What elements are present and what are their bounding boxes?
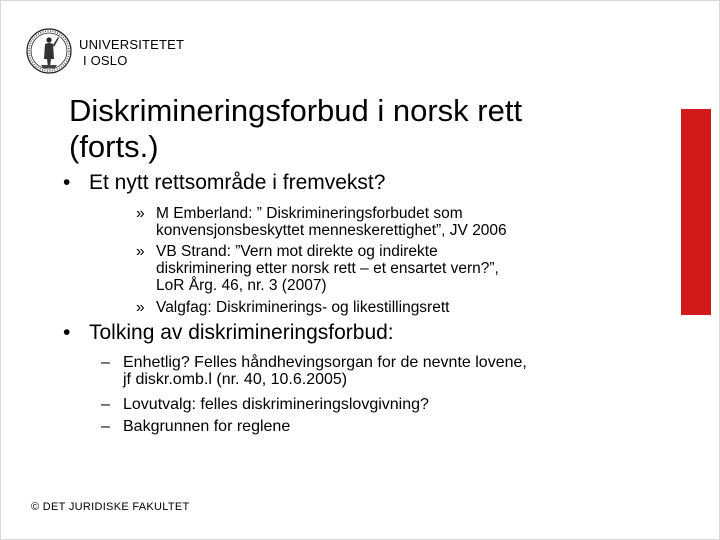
accent-bar <box>681 109 711 315</box>
sub-bullet-item <box>101 418 603 435</box>
bullet-marker: • <box>63 321 71 344</box>
university-name-line1: UNIVERSITETET <box>79 37 185 52</box>
sub-bullet-marker: – <box>101 418 110 435</box>
bullet-text: Et nytt rettsområde i fremvekst? <box>89 171 386 194</box>
footer-text: © DET JURIDISKE FAKULTET <box>31 501 190 513</box>
bullet-marker: • <box>63 171 71 194</box>
sub-bullet-line: jf diskr.omb.l (nr. 40, 10.6.2005) <box>123 371 348 388</box>
slide-title-line1: Diskrimineringsforbud i norsk rett <box>69 93 523 128</box>
sub-bullet-line: Enhetlig? Felles håndhevingsorgan for de nevnte lovene, <box>123 354 527 371</box>
sub-bullet-item <box>101 354 603 388</box>
sub-bullet-item <box>136 243 616 294</box>
university-name-line2: I OSLO <box>83 53 128 68</box>
sub-bullet-line: M Emberland: ” Diskrimineringsforbudet som <box>156 205 463 222</box>
sub-bullet-line: Valgfag: Diskriminerings- og likestillingsrett <box>156 299 450 316</box>
sub-bullet-marker: » <box>136 243 145 260</box>
sub-bullet-line: VB Strand: ”Vern mot direkte og indirekte <box>156 243 438 260</box>
sub-bullet-marker: – <box>101 396 110 413</box>
sub-bullet-line: diskriminering etter norsk rett – et ensartet vern?”, <box>156 260 499 277</box>
university-name <box>79 37 184 69</box>
sub-bullet-item <box>101 396 603 413</box>
slide-title-line2: (forts.) <box>69 129 159 164</box>
sub-bullet-item <box>136 205 616 239</box>
sub-bullet-marker: » <box>136 205 145 222</box>
bullet-text: Tolking av diskrimineringsforbud: <box>89 321 394 344</box>
sub-bullet-line: Bakgrunnen for reglene <box>123 418 291 435</box>
sub-bullet-item <box>136 299 616 316</box>
sub-bullet-marker: » <box>136 299 145 316</box>
sub-bullet-line: LoR Årg. 46, nr. 3 (2007) <box>156 277 327 294</box>
slide-title <box>69 93 669 165</box>
sub-bullet-line: konvensjonsbeskyttet menneskerettighet”, JV 2006 <box>156 222 507 239</box>
bullet-item <box>63 321 394 345</box>
university-seal-icon <box>25 23 73 79</box>
sub-bullet-line: Lovutvalg: felles diskrimineringslovgivning? <box>123 396 429 413</box>
sub-bullet-marker: – <box>101 354 110 371</box>
bullet-item <box>63 171 386 195</box>
